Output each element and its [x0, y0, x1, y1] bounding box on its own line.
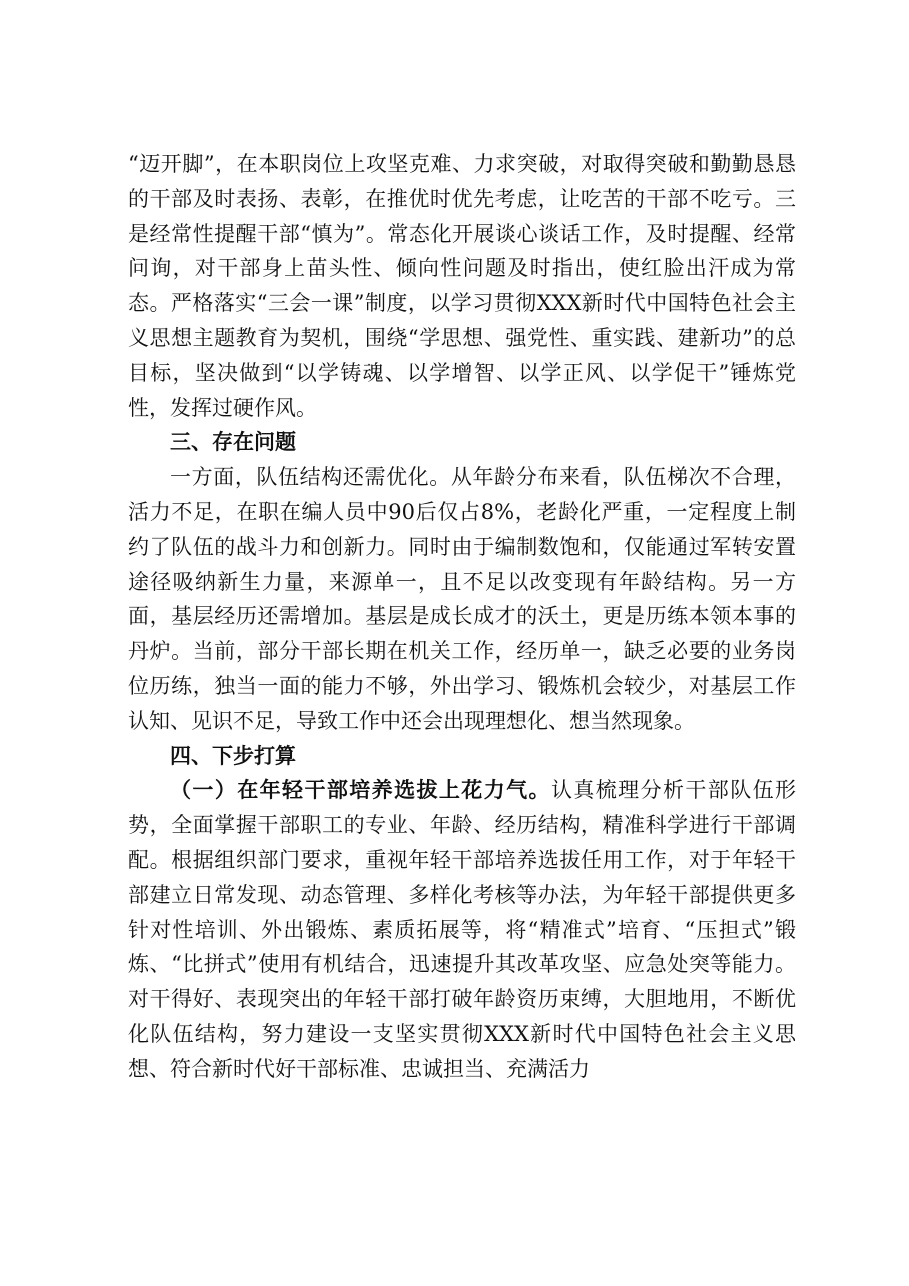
- sub-heading-young-cadres: （一）在年轻干部培养选拔上花力气。: [170, 778, 551, 803]
- section-heading-problems: 三、存在问题: [170, 430, 296, 455]
- problems-paragraph: 一方面，队伍结构还需优化。从年龄分布来看，队伍梯次不合理，活力不足，在职在编人员中90后仅占8%，老龄化严重，一定程度上制约了队伍的战斗力和创新力。同时由于编制数饱和，仅能通过军转安置途径吸纳新生力量，来源单一，且不足以改变现有年龄结构。另一方面，基层经历还需增加。基层是成长成才的沃土，更是历练本领本事的丹炉。当前，部分干部长期在机关工作，经历单一，缺乏必要的业务岗位历练，独当一面的能力不够，外出学习、锻炼机会较少，对基层工作认知、见识不足，导致工作中还会出现理想化、想当然现象。: [128, 465, 796, 733]
- continued-paragraph: “迈开脚”，在本职岗位上攻坚克难、力求突破，对取得突破和勤勤恳恳的干部及时表扬、表彰，在推优时优先考虑，让吃苦的干部不吃亏。三是经常性提醒干部“慎为”。常态化开展谈心谈话工作，及时提醒、经常问询，对干部身上苗头性、倾向性问题及时指出，使红脸出汗成为常态。严格落实“三会一课”制度，以学习贯彻XXX新时代中国特色社会主义思想主题教育为契机，围绕“学思想、强党性、重实践、建新功”的总目标，坚决做到“以学铸魂、以学增智、以学正风、以学促干”锤炼党性，发挥过硬作风。: [128, 152, 796, 420]
- section-heading-next-steps: 四、下步打算: [170, 743, 296, 768]
- document-page: [128, 147, 796, 1087]
- young-cadres-text: 认真梳理分析干部队伍形势，全面掌握干部职工的专业、年龄、经历结构，精准科学进行干部调配。根据组织部门要求，重视年轻干部培养选拔任用工作，对于年轻干部建立日常发现、动态管理、多样化考核等办法，为年轻干部提供更多针对性培训、外出锻炼、素质拓展等，将“精准式”培育、“压担式”锻炼、“比拼式”使用有机结合，迅速提升其改革攻坚、应急处突等能力。对干得好、表现突出的年轻干部打破年龄资历束缚，大胆地用，不断优化队伍结构，努力建设一支坚实贯彻XXX新时代中国特色社会主义思想、符合新时代好干部标准、忠诚担当、充满活力: [128, 778, 797, 1081]
- next-steps-paragraph: [128, 773, 796, 1086]
